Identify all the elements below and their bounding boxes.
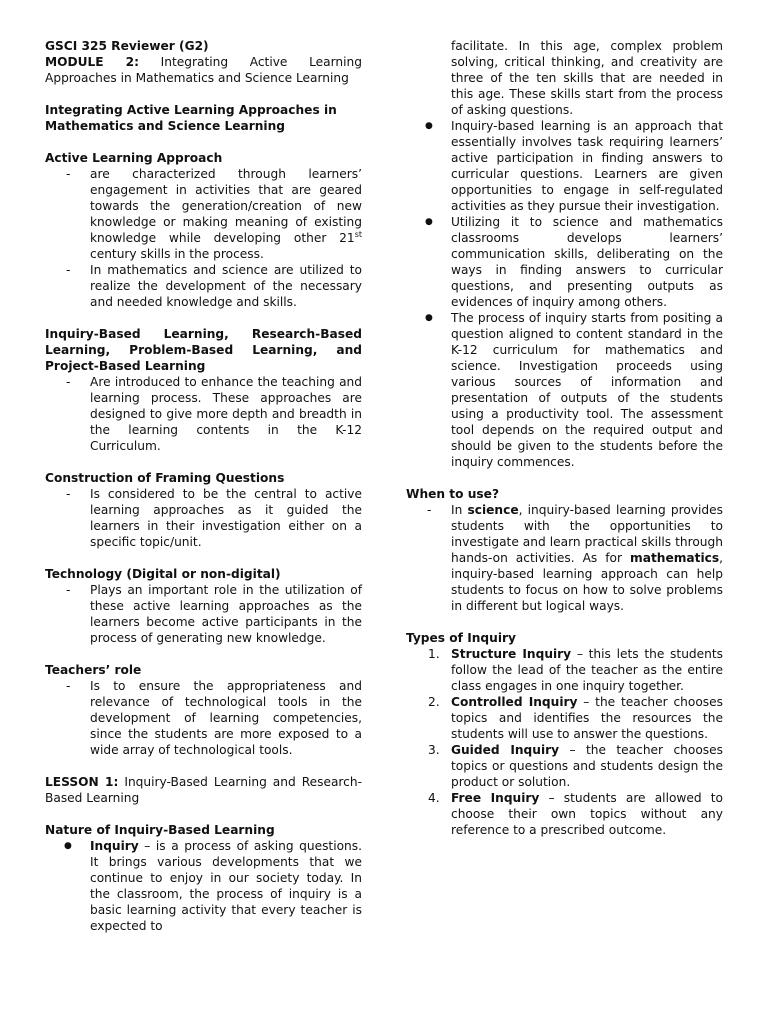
list-item: - Is to ensure the appropriateness and relevance of technological tools in the development of learning competencies, since the students are more exposed to a wide array of technological tools. [45, 678, 362, 758]
right-column [406, 38, 723, 838]
left-column [45, 38, 362, 934]
lesson-label: LESSON 1: [45, 775, 119, 789]
when-list [406, 502, 723, 614]
list-item: 1. Structure Inquiry – this lets the students follow the lead of the teacher as the entire class engages in one inquiry together. [428, 647, 723, 693]
list-item: 3. Guided Inquiry – the teacher chooses topics or questions and students design the product or solution. [428, 743, 723, 789]
list-item: - are characterized through learners’ engagement in activities that are geared towards the generation/creation of new knowledge or making meaning of existing knowledge while developing other 21st century skills in the process. [45, 166, 362, 262]
list-item: 4. Free Inquiry – students are allowed to choose their own topics without any reference to a prescribed outcome. [428, 791, 723, 837]
list-item: ● The process of inquiry starts from positing a question aligned to content standard in the K-12 curriculum for mathematics and science. Investigation proceeds using various sources of information and presentation of outputs of the students using a productivity tool. The assessment tool depends on the required output and should be given to the students before the inquiry commences. [406, 310, 723, 470]
when-heading: When to use? [406, 487, 500, 501]
ibl-heading: Inquiry-Based Learning, Research-Based Learning, Problem-Based Learning, and Project-Based Learning [45, 327, 362, 373]
list-item: ● Inquiry-based learning is an approach that essentially involves task requiring learners’ active participation in finding answers to curricular questions. Learners are given opportunities to engage in self-regulated activities as they pursue their investigation. [406, 118, 723, 214]
teachers-role-list [45, 678, 362, 758]
list-item: - Are introduced to enhance the teaching and learning process. These approaches are designed to give more depth and breadth in the learning contents in the K-12 Curriculum. [45, 374, 362, 454]
list-item: - Is considered to be the central to active learning approaches as it guided the learners in their investigation either on a specific topic/unit. [45, 486, 362, 550]
types-list [406, 646, 723, 838]
framing-list [45, 486, 362, 550]
module-heading [45, 54, 362, 86]
lesson-heading [45, 774, 362, 806]
framing-heading: Construction of Framing Questions [45, 471, 285, 485]
module-title: Integrating Active Learning Approaches in Mathematics and Science Learning [45, 55, 362, 85]
ibl-list [45, 374, 362, 454]
list-item: ● Utilizing it to science and mathematics classrooms develops learners’ communication skills, deliberating on the ways in finding answers to curricular questions, and presenting outputs as evidences of inquiry among others. [406, 214, 723, 310]
nature-list [45, 838, 362, 934]
technology-list [45, 582, 362, 646]
module-label: MODULE 2: [45, 55, 139, 69]
nature-heading: Nature of Inquiry-Based Learning [45, 823, 275, 837]
lesson-title: Inquiry-Based Learning and Research-Based Learning [45, 775, 362, 805]
list-item: - In mathematics and science are utilized to realize the development of the necessary and needed knowledge and skills. [45, 262, 362, 310]
types-heading: Types of Inquiry [406, 631, 516, 645]
active-learning-list [45, 166, 362, 310]
technology-heading: Technology (Digital or non-digital) [45, 567, 281, 581]
inquiry-bullets [406, 118, 723, 470]
active-learning-heading: Active Learning Approach [45, 151, 223, 165]
list-item: - Plays an important role in the utilization of these active learning approaches as the learners become active participants in the process of generating new knowledge. [45, 582, 362, 646]
list-item: ● Inquiry – is a process of asking questions. It brings various developments that we continue to enjoy in our society today. In the classroom, the process of inquiry is a basic learning activity that every teacher is expected to [45, 838, 362, 934]
list-item: - In science, inquiry-based learning provides students with the opportunities to investigate and learn practical skills through hands-on activities. As for mathematics, inquiry-based learning approach can help students to focus on how to solve problems in different but logical ways. [406, 502, 723, 614]
list-item: 2. Controlled Inquiry – the teacher chooses topics and identifies the resources the students will use to answer the questions. [428, 695, 723, 741]
teachers-role-heading: Teachers’ role [45, 663, 142, 677]
section-heading: Integrating Active Learning Approaches in Mathematics and Science Learning [45, 103, 337, 133]
course-title: GSCI 325 Reviewer (G2) [45, 39, 209, 53]
continued-paragraph: facilitate. In this age, complex problem solving, critical thinking, and creativity are three of the ten skills that are needed in this age. These skills start from the process of asking questions. [451, 39, 723, 117]
